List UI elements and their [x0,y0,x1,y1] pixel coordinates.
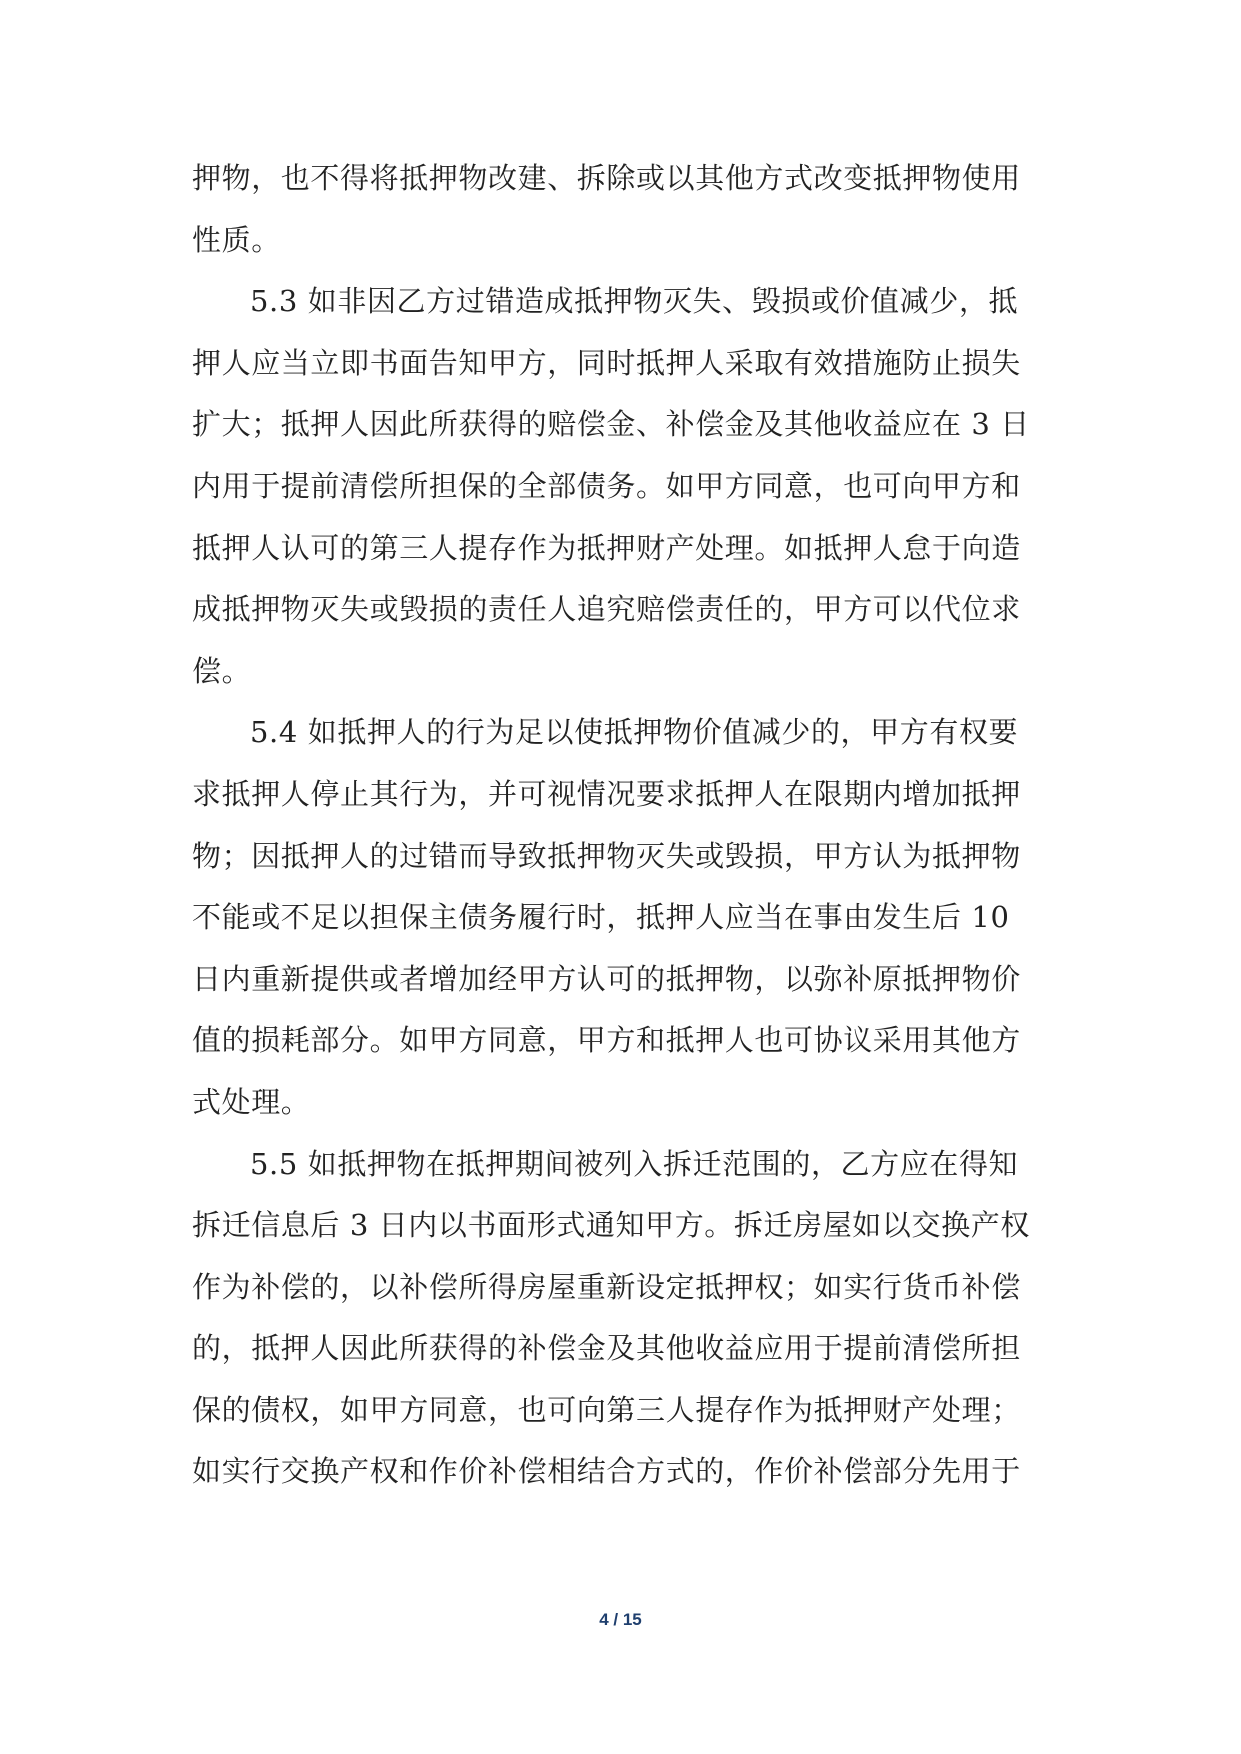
document-body [192,148,1052,1503]
text-line: 求抵押人停止其行为，并可视情况要求抵押人在限期内增加抵押 [192,776,1021,811]
clause-5-4-start: 5.4 如抵押人的行为足以使抵押物价值减少的，甲方有权要 [250,715,1019,750]
text-line: 如实行交换产权和作价补偿相结合方式的，作价补偿部分先用于 [192,1454,1021,1489]
text-line: 值的损耗部分。如甲方同意，甲方和抵押人也可协议采用其他方 [192,1023,1021,1058]
text-line: 物；因抵押人的过错而导致抵押物灭失或毁损，甲方认为抵押物 [192,838,1021,873]
text-line: 日内重新提供或者增加经甲方认可的抵押物，以弥补原抵押物价 [192,961,1021,996]
clause-5-5-start: 5.5 如抵押物在抵押期间被列入拆迁范围的，乙方应在得知 [250,1146,1019,1181]
text-line: 性质。 [192,222,281,257]
text-line: 押物，也不得将抵押物改建、拆除或以其他方式改变抵押物使用 [192,161,1021,195]
text-line: 不能或不足以担保主债务履行时，抵押人应当在事由发生后 10 [192,900,1010,935]
text-line: 扩大；抵押人因此所获得的赔偿金、补偿金及其他收益应在 3 日 [192,407,1030,442]
text-line: 拆迁信息后 3 日内以书面形式通知甲方。拆迁房屋如以交换产权 [192,1208,1030,1243]
page-number: 4 / 15 [599,1610,642,1629]
text-line: 式处理。 [192,1084,311,1119]
text-line: 成抵押物灭失或毁损的责任人追究赔偿责任的，甲方可以代位求 [192,592,1021,627]
text-line: 抵押人认可的第三人提存作为抵押财产处理。如抵押人怠于向造 [192,530,1021,565]
text-line: 的，抵押人因此所获得的补偿金及其他收益应用于提前清偿所担 [192,1331,1021,1366]
clause-5-3-start: 5.3 如非因乙方过错造成抵押物灭失、毁损或价值减少，抵 [250,284,1019,319]
text-line: 偿。 [192,653,252,688]
text-line: 内用于提前清偿所担保的全部债务。如甲方同意，也可向甲方和 [192,468,1021,503]
text-line: 作为补偿的，以补偿所得房屋重新设定抵押权；如实行货币补偿 [192,1269,1021,1304]
text-line: 保的债权，如甲方同意，也可向第三人提存作为抵押财产处理； [192,1392,1021,1427]
text-line: 押人应当立即书面告知甲方，同时抵押人采取有效措施防止损失 [192,345,1021,380]
